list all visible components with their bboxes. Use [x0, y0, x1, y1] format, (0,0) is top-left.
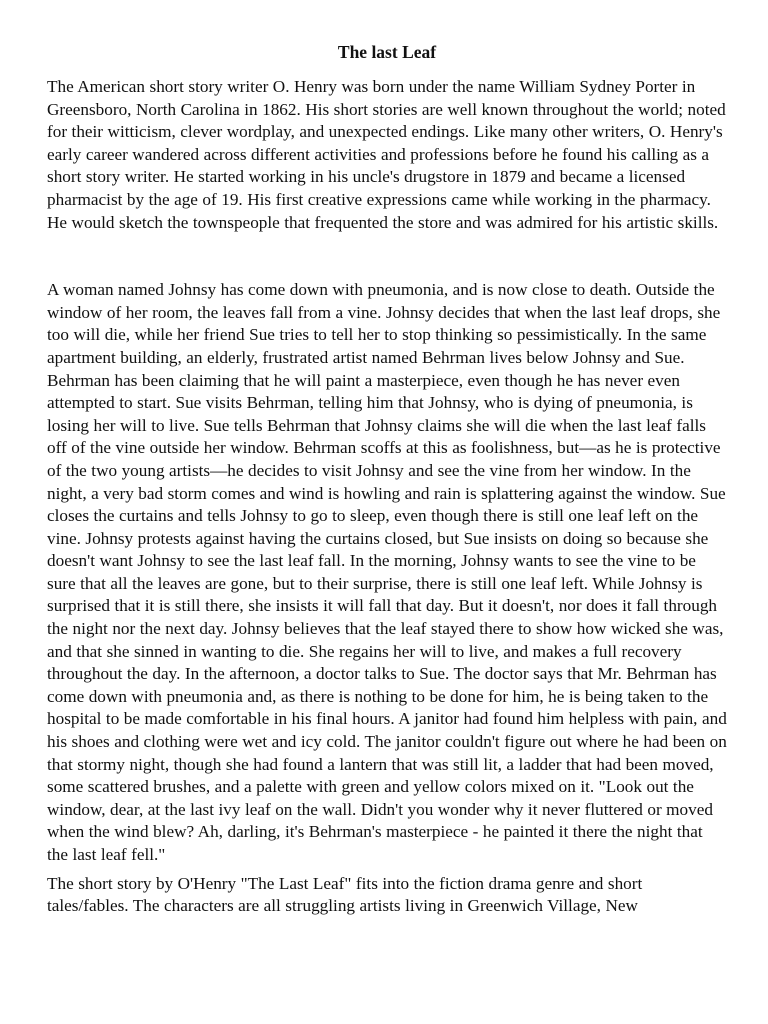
document-page [47, 40, 727, 918]
paragraph-author-bio: The American short story writer O. Henry was born under the name William Sydney Porter in Greensboro, North Carolina in 1862. His short stories are well known throughout the world; noted for their witticism, clever wordplay, and unexpected endings. Like many other writers, O. Henry's early career wandered across different activities and professions before he found his calling as a short story writer. He started working in his uncle's drugstore in 1879 and became a licensed pharmacist by the age of 19. His first creative expressions came while working in the pharmacy. He would sketch the townspeople that frequented the store and was admired for his artistic skills. [47, 77, 726, 232]
paragraph-genre: The short story by O'Henry "The Last Leaf" fits into the fiction drama genre and short tales/fables. The characters are all struggling artists living in Greenwich Village, New [47, 873, 643, 916]
paragraph-story-summary: A woman named Johnsy has come down with pneumonia, and is now close to death. Outside the window of her room, the leaves fall from a vine. Johnsy decides that when the last leaf drops, she too will die, while her friend Sue tries to tell her to stop thinking so pessimistically. In the same apartment building, an elderly, frustrated artist named Behrman lives below Johnsy and Sue. Behrman has been claiming that he will paint a masterpiece, even though he has never even attempted to start. Sue visits Behrman, telling him that Johnsy, who is dying of pneumonia, is losing her will to live. Sue tells Behrman that Johnsy claims she will die when the last leaf falls off of the vine outside her window. Behrman scoffs at this as foolishness, but—as he is protective of the two young artists—he decides to visit Johnsy and see the vine from her window. In the night, a very bad storm comes and wind is howling and rain is splattering against the window. Sue closes the curtains and tells Johnsy to go to sleep, even though there is still one leaf left on the vine. Johnsy protests against having the curtains closed, but Sue insists on doing so because she doesn't want Johnsy to see the last leaf fall. In the morning, Johnsy wants to see the vine to be sure that all the leaves are gone, but to their surprise, there is still one leaf left. While Johnsy is surprised that it is still there, she insists it will fall that day. But it doesn't, nor does it fall through the night nor the next day. Johnsy believes that the leaf stayed there to show how wicked she was, and that she sinned in wanting to die. She regains her will to live, and makes a full recovery throughout the day. In the afternoon, a doctor talks to Sue. The doctor says that Mr. Behrman has come down with pneumonia and, as there is nothing to be done for him, he is being taken to the hospital to be made comfortable in his final hours. A janitor had found him helpless with pain, and his shoes and clothing were wet and icy cold. The janitor couldn't figure out where he had been on that stormy night, though she had found a lantern that was still lit, a ladder that had been moved, some scattered brushes, and a palette with green and yellow colors mixed on it. "Look out the window, dear, at the last ivy leaf on the wall. Didn't you wonder why it never fluttered or moved when the wind blew? Ah, darling, it's Behrman's masterpiece - he painted it there the night that the last leaf fell." [47, 280, 727, 864]
document-title: The last Leaf [337, 42, 437, 62]
